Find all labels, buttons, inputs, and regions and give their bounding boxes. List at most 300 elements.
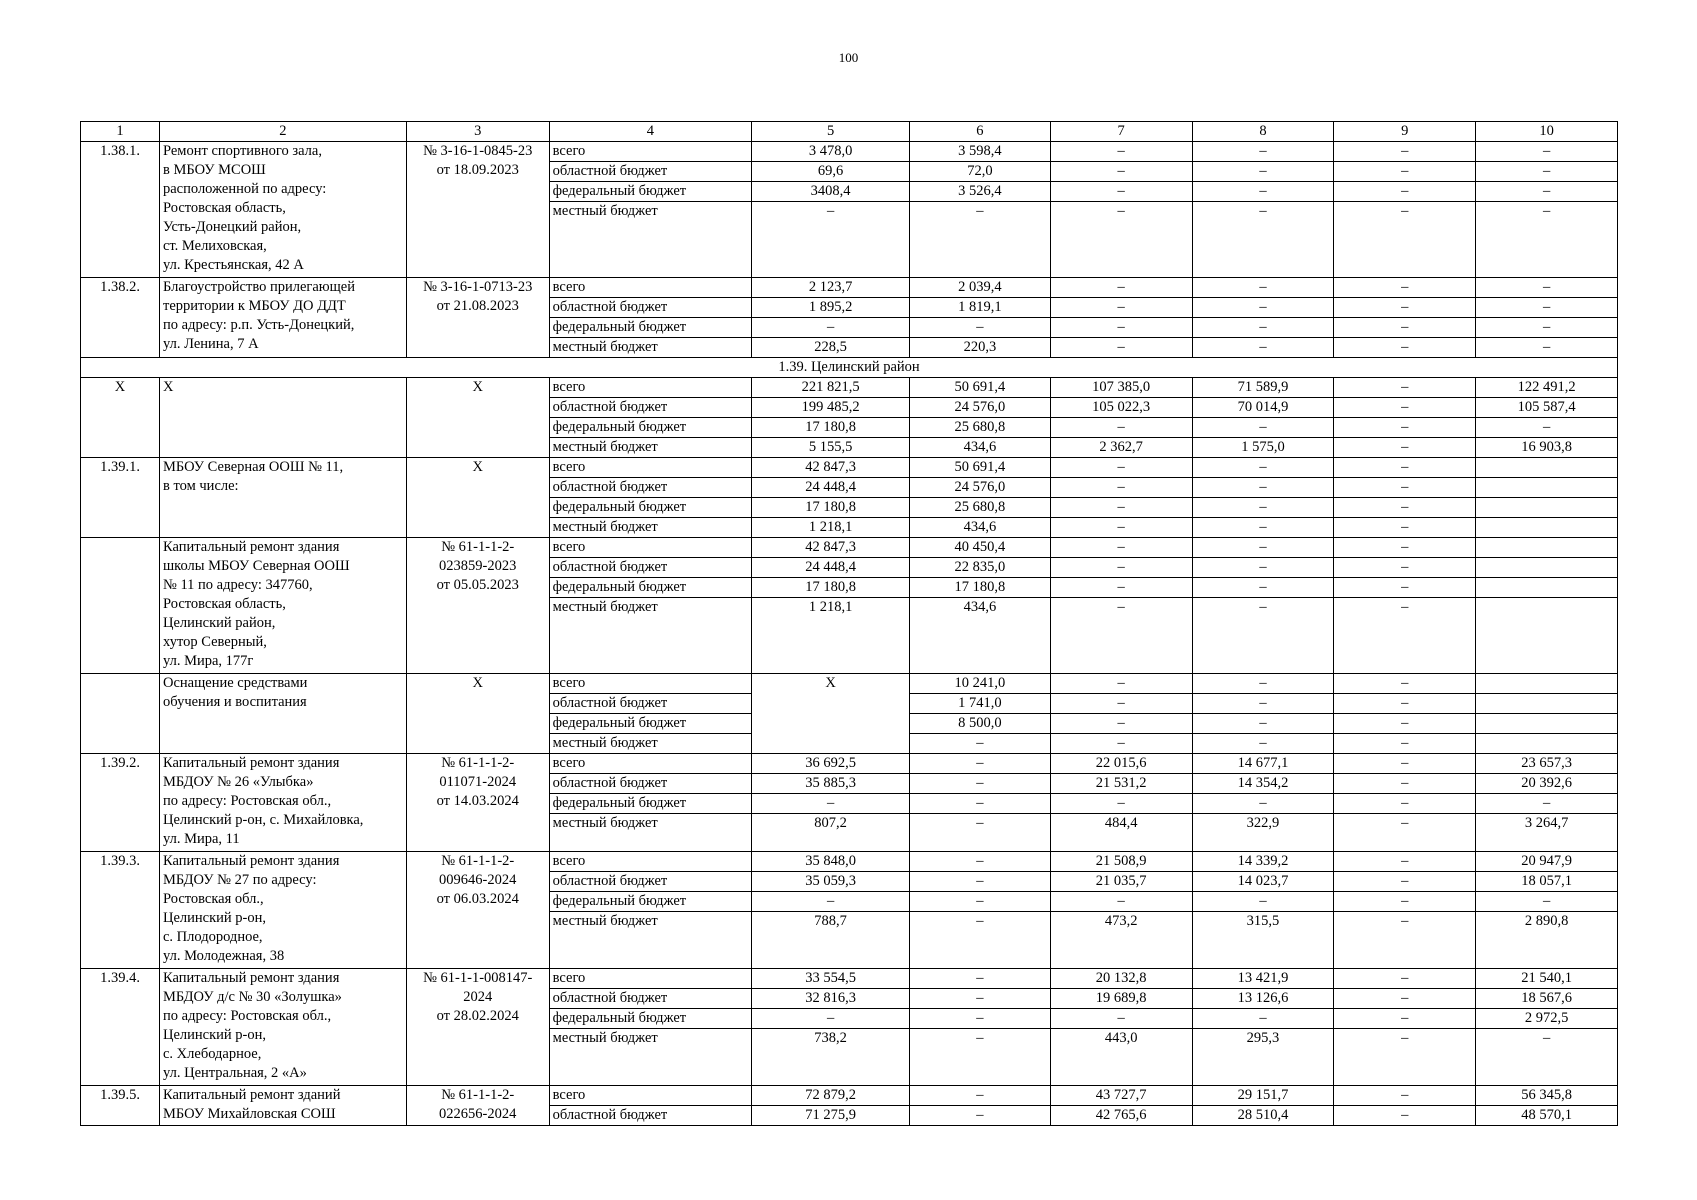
- document-ref-line: 022656-2024: [439, 1106, 517, 1122]
- value-cell: –: [1192, 674, 1334, 694]
- value-cell: –: [910, 892, 1051, 912]
- funding-source: местный бюджет: [549, 438, 751, 458]
- funding-source: областной бюджет: [549, 558, 751, 578]
- value-cell: 70 014,9: [1192, 398, 1334, 418]
- value-cell: –: [1192, 278, 1334, 298]
- value-cell: –: [910, 912, 1051, 969]
- value-cell: 2 972,5: [1476, 1009, 1618, 1029]
- value-cell: 72,0: [910, 162, 1051, 182]
- value-cell: –: [1334, 162, 1476, 182]
- document-ref: [406, 674, 549, 754]
- value-cell: –: [910, 794, 1051, 814]
- value-cell: –: [1192, 418, 1334, 438]
- value-cell: –: [1050, 1009, 1192, 1029]
- value-cell: –: [910, 814, 1051, 852]
- value-cell: –: [1050, 142, 1192, 162]
- value-cell: –: [1192, 892, 1334, 912]
- value-cell: 3 264,7: [1476, 814, 1618, 852]
- value-cell: 19 689,8: [1050, 989, 1192, 1009]
- value-cell: –: [910, 1086, 1051, 1106]
- value-cell: –: [1334, 478, 1476, 498]
- value-cell: –: [1334, 1086, 1476, 1106]
- value-cell: [1476, 498, 1618, 518]
- funding-source: местный бюджет: [549, 814, 751, 852]
- funding-source: федеральный бюджет: [549, 714, 751, 734]
- header-cell: 9: [1334, 122, 1476, 142]
- value-cell: –: [1050, 538, 1192, 558]
- value-cell: –: [1050, 338, 1192, 358]
- value-cell: 21 508,9: [1050, 852, 1192, 872]
- value-cell: –: [910, 1029, 1051, 1086]
- object-name-line: Благоустройство прилегающей: [163, 279, 355, 295]
- value-cell: –: [1334, 298, 1476, 318]
- object-name-line: Целинский район,: [163, 615, 276, 631]
- document-ref-line: от 28.02.2024: [436, 1008, 519, 1024]
- value-cell: 71 275,9: [752, 1106, 910, 1126]
- document-ref-line: 2024: [463, 989, 493, 1005]
- funding-source: местный бюджет: [549, 598, 751, 674]
- value-cell: –: [1476, 338, 1618, 358]
- value-cell: –: [1334, 912, 1476, 969]
- value-cell: –: [1334, 969, 1476, 989]
- value-cell: 71 589,9: [1192, 378, 1334, 398]
- value-cell: –: [1334, 714, 1476, 734]
- value-cell: –: [752, 892, 910, 912]
- funding-source: федеральный бюджет: [549, 318, 751, 338]
- value-cell: –: [1050, 674, 1192, 694]
- object-name-line: Оснащение средствами: [163, 675, 308, 691]
- document-ref-line: Х: [472, 379, 483, 395]
- value-cell: –: [752, 318, 910, 338]
- value-cell: –: [1476, 892, 1618, 912]
- value-cell: –: [1050, 498, 1192, 518]
- table-row: [81, 278, 1618, 298]
- value-cell: 14 677,1: [1192, 754, 1334, 774]
- value-cell: –: [1050, 162, 1192, 182]
- object-name-line: в том числе:: [163, 478, 239, 494]
- funding-source: всего: [549, 458, 751, 478]
- value-cell: [1476, 558, 1618, 578]
- header-cell: 8: [1192, 122, 1334, 142]
- value-cell: –: [1334, 558, 1476, 578]
- document-ref-line: № 61-1-1-2-: [441, 1087, 515, 1103]
- value-cell: 20 392,6: [1476, 774, 1618, 794]
- value-cell: –: [1050, 202, 1192, 278]
- table-body: [81, 122, 1618, 1126]
- value-cell: –: [1192, 538, 1334, 558]
- value-cell: 295,3: [1192, 1029, 1334, 1086]
- value-cell: –: [1192, 318, 1334, 338]
- row-number: 1.38.1.: [81, 142, 160, 278]
- document-ref-line: № 3-16-1-0713-23: [423, 279, 533, 295]
- funding-source: федеральный бюджет: [549, 578, 751, 598]
- value-cell: –: [1334, 518, 1476, 538]
- row-number: 1.39.1.: [81, 458, 160, 538]
- funding-source: местный бюджет: [549, 1029, 751, 1086]
- value-cell: 13 126,6: [1192, 989, 1334, 1009]
- value-cell: 107 385,0: [1050, 378, 1192, 398]
- header-cell: 4: [549, 122, 751, 142]
- value-cell: 23 657,3: [1476, 754, 1618, 774]
- value-cell: –: [1334, 1106, 1476, 1126]
- value-cell: Х: [752, 674, 910, 754]
- value-cell: 35 885,3: [752, 774, 910, 794]
- value-cell: [1476, 518, 1618, 538]
- value-cell: 22 015,6: [1050, 754, 1192, 774]
- row-number: 1.38.2.: [81, 278, 160, 358]
- header-row: [81, 122, 1618, 142]
- value-cell: –: [910, 989, 1051, 1009]
- value-cell: 18 057,1: [1476, 872, 1618, 892]
- value-cell: [1476, 734, 1618, 754]
- header-cell: 1: [81, 122, 160, 142]
- value-cell: 484,4: [1050, 814, 1192, 852]
- funding-source: областной бюджет: [549, 694, 751, 714]
- funding-source: всего: [549, 378, 751, 398]
- value-cell: –: [910, 1009, 1051, 1029]
- value-cell: –: [1334, 398, 1476, 418]
- value-cell: 3 598,4: [910, 142, 1051, 162]
- table-row: [81, 458, 1618, 478]
- document-ref: [406, 1086, 549, 1126]
- object-name-line: Х: [163, 379, 174, 395]
- value-cell: 18 567,6: [1476, 989, 1618, 1009]
- value-cell: –: [1050, 794, 1192, 814]
- value-cell: –: [910, 202, 1051, 278]
- value-cell: –: [1334, 182, 1476, 202]
- funding-source: всего: [549, 1086, 751, 1106]
- object-name: [160, 969, 407, 1086]
- value-cell: 69,6: [752, 162, 910, 182]
- value-cell: 807,2: [752, 814, 910, 852]
- value-cell: –: [1334, 754, 1476, 774]
- funding-source: местный бюджет: [549, 202, 751, 278]
- object-name-line: Целинский р-он, с. Михайловка,: [163, 812, 364, 828]
- value-cell: –: [1334, 278, 1476, 298]
- object-name-line: Ростовская область,: [163, 200, 286, 216]
- value-cell: –: [1334, 852, 1476, 872]
- object-name-line: школы МБОУ Северная ООШ: [163, 558, 350, 574]
- value-cell: [1476, 458, 1618, 478]
- funding-source: федеральный бюджет: [549, 418, 751, 438]
- value-cell: –: [1192, 694, 1334, 714]
- object-name-line: ул. Мира, 177г: [163, 653, 254, 669]
- value-cell: –: [1050, 578, 1192, 598]
- object-name-line: Капитальный ремонт здания: [163, 970, 340, 986]
- funding-source: областной бюджет: [549, 398, 751, 418]
- object-name-line: МБОУ Северная ООШ № 11,: [163, 459, 344, 475]
- value-cell: –: [1050, 714, 1192, 734]
- value-cell: –: [1334, 338, 1476, 358]
- object-name-line: ул. Крестьянская, 42 А: [163, 257, 304, 273]
- row-number: Х: [81, 378, 160, 458]
- value-cell: 1 575,0: [1192, 438, 1334, 458]
- row-number: 1.39.2.: [81, 754, 160, 852]
- value-cell: –: [1334, 872, 1476, 892]
- value-cell: –: [1192, 518, 1334, 538]
- funding-source: областной бюджет: [549, 1106, 751, 1126]
- value-cell: –: [1050, 298, 1192, 318]
- value-cell: –: [1476, 142, 1618, 162]
- object-name: [160, 458, 407, 538]
- value-cell: 42 847,3: [752, 538, 910, 558]
- value-cell: –: [1192, 142, 1334, 162]
- value-cell: –: [1476, 162, 1618, 182]
- value-cell: –: [1192, 578, 1334, 598]
- object-name-line: обучения и воспитания: [163, 694, 307, 710]
- funding-source: областной бюджет: [549, 478, 751, 498]
- value-cell: –: [1050, 318, 1192, 338]
- object-name-line: Усть-Донецкий район,: [163, 219, 302, 235]
- value-cell: –: [1192, 498, 1334, 518]
- value-cell: 13 421,9: [1192, 969, 1334, 989]
- value-cell: 16 903,8: [1476, 438, 1618, 458]
- object-name-line: МБОУ Михайловская СОШ: [163, 1106, 336, 1122]
- value-cell: 42 765,6: [1050, 1106, 1192, 1126]
- value-cell: [1476, 478, 1618, 498]
- value-cell: 24 576,0: [910, 478, 1051, 498]
- header-cell: 10: [1476, 122, 1618, 142]
- value-cell: –: [1334, 774, 1476, 794]
- object-name: [160, 674, 407, 754]
- value-cell: 2 362,7: [1050, 438, 1192, 458]
- value-cell: –: [1334, 438, 1476, 458]
- value-cell: –: [1334, 418, 1476, 438]
- value-cell: 2 123,7: [752, 278, 910, 298]
- object-name-line: Капитальный ремонт здания: [163, 853, 340, 869]
- funding-source: всего: [549, 142, 751, 162]
- value-cell: –: [1192, 478, 1334, 498]
- value-cell: 8 500,0: [910, 714, 1051, 734]
- value-cell: –: [1476, 418, 1618, 438]
- value-cell: 43 727,7: [1050, 1086, 1192, 1106]
- object-name-line: ул. Центральная, 2 «А»: [163, 1065, 307, 1081]
- value-cell: 1 218,1: [752, 598, 910, 674]
- value-cell: 21 531,2: [1050, 774, 1192, 794]
- object-name-line: № 11 по адресу: 347760,: [163, 577, 313, 593]
- value-cell: –: [1192, 298, 1334, 318]
- value-cell: 17 180,8: [752, 498, 910, 518]
- value-cell: –: [1476, 1029, 1618, 1086]
- object-name-line: Ремонт спортивного зала,: [163, 143, 322, 159]
- funding-source: всего: [549, 754, 751, 774]
- value-cell: [1476, 578, 1618, 598]
- document-ref-line: 023859-2023: [439, 558, 517, 574]
- value-cell: 56 345,8: [1476, 1086, 1618, 1106]
- section-row: [81, 358, 1618, 378]
- table-row: [81, 1086, 1618, 1106]
- funding-source: местный бюджет: [549, 912, 751, 969]
- value-cell: 199 485,2: [752, 398, 910, 418]
- value-cell: –: [1334, 578, 1476, 598]
- row-number: 1.39.3.: [81, 852, 160, 969]
- value-cell: 32 816,3: [752, 989, 910, 1009]
- value-cell: [1476, 598, 1618, 674]
- value-cell: –: [1334, 734, 1476, 754]
- value-cell: [1476, 714, 1618, 734]
- document-ref: [406, 754, 549, 852]
- value-cell: 788,7: [752, 912, 910, 969]
- object-name: [160, 538, 407, 674]
- value-cell: –: [1050, 892, 1192, 912]
- value-cell: –: [1050, 418, 1192, 438]
- value-cell: –: [1192, 714, 1334, 734]
- value-cell: –: [1476, 298, 1618, 318]
- page-number: 100: [838, 50, 859, 65]
- object-name: [160, 142, 407, 278]
- value-cell: –: [1192, 1009, 1334, 1029]
- value-cell: –: [1050, 182, 1192, 202]
- value-cell: 434,6: [910, 598, 1051, 674]
- value-cell: –: [1192, 558, 1334, 578]
- header-cell: 5: [752, 122, 910, 142]
- value-cell: [1476, 538, 1618, 558]
- funding-source: всего: [549, 674, 751, 694]
- table-row: [81, 852, 1618, 872]
- document-ref: [406, 969, 549, 1086]
- document-ref-line: от 21.08.2023: [436, 298, 519, 314]
- value-cell: 17 180,8: [752, 418, 910, 438]
- value-cell: –: [1192, 598, 1334, 674]
- row-number: [81, 538, 160, 674]
- object-name-line: Капитальный ремонт здания: [163, 539, 340, 555]
- funding-source: областной бюджет: [549, 298, 751, 318]
- table-row: [81, 378, 1618, 398]
- document-ref-line: от 18.09.2023: [436, 162, 519, 178]
- value-cell: –: [1476, 278, 1618, 298]
- document-ref-line: от 06.03.2024: [436, 891, 519, 907]
- value-cell: 14 354,2: [1192, 774, 1334, 794]
- value-cell: –: [1192, 338, 1334, 358]
- document-ref-line: № 61-1-1-008147-: [423, 970, 533, 986]
- value-cell: –: [1334, 1029, 1476, 1086]
- object-name-line: Капитальный ремонт здания: [163, 755, 340, 771]
- header-cell: 7: [1050, 122, 1192, 142]
- value-cell: 1 819,1: [910, 298, 1051, 318]
- object-name-line: территории к МБОУ ДО ДДТ: [163, 298, 346, 314]
- value-cell: –: [1334, 694, 1476, 714]
- object-name-line: Ростовская обл.,: [163, 891, 264, 907]
- value-cell: 221 821,5: [752, 378, 910, 398]
- document-ref-line: № 61-1-1-2-: [441, 539, 515, 555]
- object-name: [160, 852, 407, 969]
- document-ref-line: 011071-2024: [439, 774, 517, 790]
- funding-source: всего: [549, 538, 751, 558]
- value-cell: [1476, 694, 1618, 714]
- value-cell: 1 218,1: [752, 518, 910, 538]
- value-cell: 1 895,2: [752, 298, 910, 318]
- value-cell: 434,6: [910, 518, 1051, 538]
- value-cell: –: [1476, 318, 1618, 338]
- value-cell: –: [1334, 794, 1476, 814]
- funding-source: федеральный бюджет: [549, 498, 751, 518]
- object-name: [160, 1086, 407, 1126]
- object-name: [160, 378, 407, 458]
- funding-source: всего: [549, 852, 751, 872]
- value-cell: 72 879,2: [752, 1086, 910, 1106]
- funding-source: федеральный бюджет: [549, 794, 751, 814]
- value-cell: 5 155,5: [752, 438, 910, 458]
- object-name-line: по адресу: Ростовская обл.,: [163, 793, 332, 809]
- value-cell: –: [1476, 202, 1618, 278]
- value-cell: –: [1192, 182, 1334, 202]
- value-cell: 220,3: [910, 338, 1051, 358]
- object-name-line: с. Плодородное,: [163, 929, 263, 945]
- value-cell: –: [910, 774, 1051, 794]
- value-cell: 10 241,0: [910, 674, 1051, 694]
- document-ref-line: от 05.05.2023: [436, 577, 519, 593]
- document-ref-line: № 61-1-1-2-: [441, 853, 515, 869]
- value-cell: –: [1050, 694, 1192, 714]
- value-cell: 322,9: [1192, 814, 1334, 852]
- value-cell: 14 339,2: [1192, 852, 1334, 872]
- row-number: [81, 674, 160, 754]
- value-cell: 42 847,3: [752, 458, 910, 478]
- header-cell: 2: [160, 122, 407, 142]
- document-ref: [406, 538, 549, 674]
- value-cell: 3 478,0: [752, 142, 910, 162]
- value-cell: –: [1334, 814, 1476, 852]
- value-cell: 105 022,3: [1050, 398, 1192, 418]
- value-cell: 473,2: [1050, 912, 1192, 969]
- object-name-line: ул. Молодежная, 38: [163, 948, 285, 964]
- value-cell: 29 151,7: [1192, 1086, 1334, 1106]
- value-cell: 35 848,0: [752, 852, 910, 872]
- value-cell: –: [1334, 598, 1476, 674]
- value-cell: –: [1050, 518, 1192, 538]
- value-cell: –: [1192, 202, 1334, 278]
- funding-source: всего: [549, 278, 751, 298]
- object-name-line: ст. Мелиховская,: [163, 238, 267, 254]
- value-cell: –: [910, 969, 1051, 989]
- table-row: [81, 142, 1618, 162]
- table-row: [81, 754, 1618, 774]
- funding-source: областной бюджет: [549, 872, 751, 892]
- value-cell: 122 491,2: [1476, 378, 1618, 398]
- value-cell: 22 835,0: [910, 558, 1051, 578]
- funding-source: федеральный бюджет: [549, 1009, 751, 1029]
- value-cell: –: [910, 852, 1051, 872]
- value-cell: –: [752, 202, 910, 278]
- budget-table: [80, 121, 1618, 1126]
- value-cell: –: [1334, 538, 1476, 558]
- object-name-line: Капитальный ремонт зданий: [163, 1087, 341, 1103]
- object-name-line: ул. Ленина, 7 А: [163, 336, 259, 352]
- object-name: [160, 754, 407, 852]
- value-cell: –: [910, 754, 1051, 774]
- document-ref: [406, 378, 549, 458]
- funding-source: областной бюджет: [549, 774, 751, 794]
- table-row: [81, 538, 1618, 558]
- document-ref: [406, 458, 549, 538]
- object-name-line: Целинский р-он,: [163, 910, 267, 926]
- value-cell: 3 526,4: [910, 182, 1051, 202]
- value-cell: 21 540,1: [1476, 969, 1618, 989]
- value-cell: –: [1334, 989, 1476, 1009]
- table-row: [81, 969, 1618, 989]
- value-cell: 24 448,4: [752, 478, 910, 498]
- object-name-line: расположенной по адресу:: [163, 181, 327, 197]
- value-cell: 48 570,1: [1476, 1106, 1618, 1126]
- value-cell: 738,2: [752, 1029, 910, 1086]
- object-name-line: ул. Мира, 11: [163, 831, 240, 847]
- funding-source: местный бюджет: [549, 338, 751, 358]
- document-ref: [406, 142, 549, 278]
- row-number: 1.39.4.: [81, 969, 160, 1086]
- value-cell: –: [1334, 458, 1476, 478]
- value-cell: 17 180,8: [752, 578, 910, 598]
- value-cell: 17 180,8: [910, 578, 1051, 598]
